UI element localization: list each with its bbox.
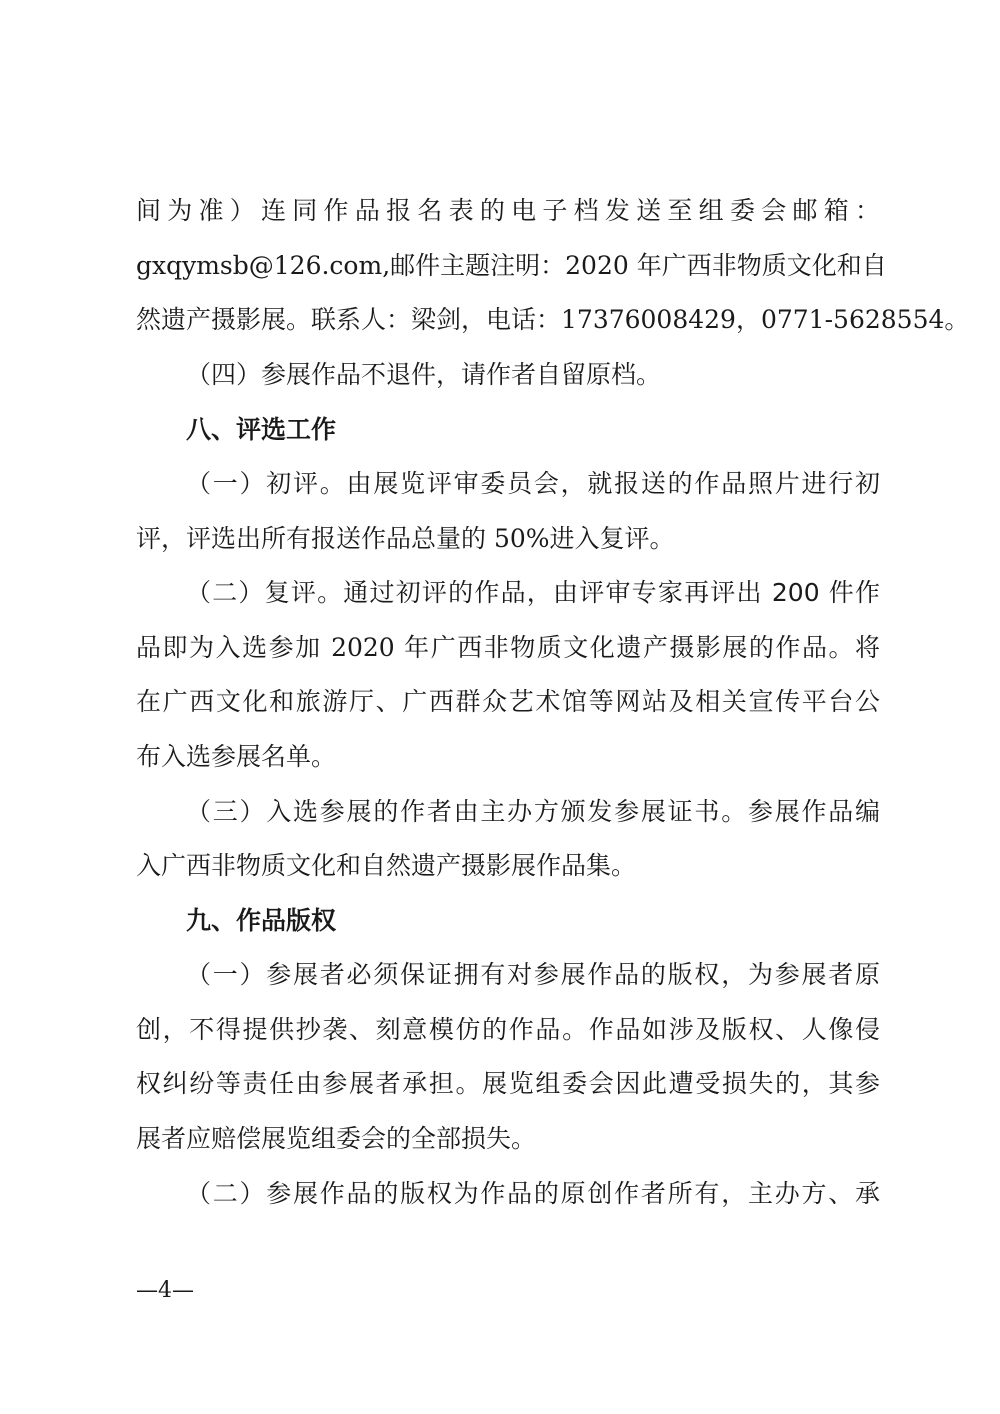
section-heading-9: 九、作品版权: [186, 906, 337, 935]
certificate-line-2: 入广西非物质文化和自然遗产摄影展作品集。: [136, 851, 637, 880]
section-heading-8: 八、评选工作: [186, 415, 337, 444]
text-line-2: gxqymsb@126.com,邮件主题注明：2020 年广西非物质文化和自: [136, 251, 887, 280]
certificate-line-1: （三）入选参展的作者由主办方颁发参展证书。参展作品编: [186, 797, 880, 826]
copyright-two-line-1: （二）参展作品的版权为作品的原创作者所有，主办方、承: [186, 1179, 880, 1208]
item-four: （四）参展作品不退件，请作者自留原档。: [186, 360, 662, 389]
text-line-1: 间为准）连同作品报名表的电子档发送至组委会邮箱：: [136, 196, 880, 225]
second-review-line-1: （二）复评。通过初评的作品，由评审专家再评出 200 件作: [186, 578, 880, 607]
copyright-one-line-4: 展者应赔偿展览组委会的全部损失。: [136, 1124, 537, 1153]
second-review-line-2: 品即为入选参加 2020 年广西非物质文化遗产摄影展的作品。将: [136, 633, 880, 662]
page-number: —4—: [136, 1278, 194, 1303]
copyright-one-line-1: （一）参展者必须保证拥有对参展作品的版权，为参展者原: [186, 960, 880, 989]
copyright-one-line-3: 权纠纷等责任由参展者承担。展览组委会因此遭受损失的，其参: [136, 1069, 880, 1098]
initial-review-line-2: 评，评选出所有报送作品总量的 50%进入复评。: [136, 524, 675, 553]
copyright-one-line-2: 创，不得提供抄袭、刻意模仿的作品。作品如涉及版权、人像侵: [136, 1015, 880, 1044]
second-review-line-3: 在广西文化和旅游厅、广西群众艺术馆等网站及相关宣传平台公: [136, 687, 880, 716]
initial-review-line-1: （一）初评。由展览评审委员会，就报送的作品照片进行初: [186, 469, 880, 498]
text-line-3: 然遗产摄影展。联系人：梁剑，电话：17376008429，0771-5628554。: [136, 305, 970, 334]
second-review-line-4: 布入选参展名单。: [136, 742, 337, 771]
